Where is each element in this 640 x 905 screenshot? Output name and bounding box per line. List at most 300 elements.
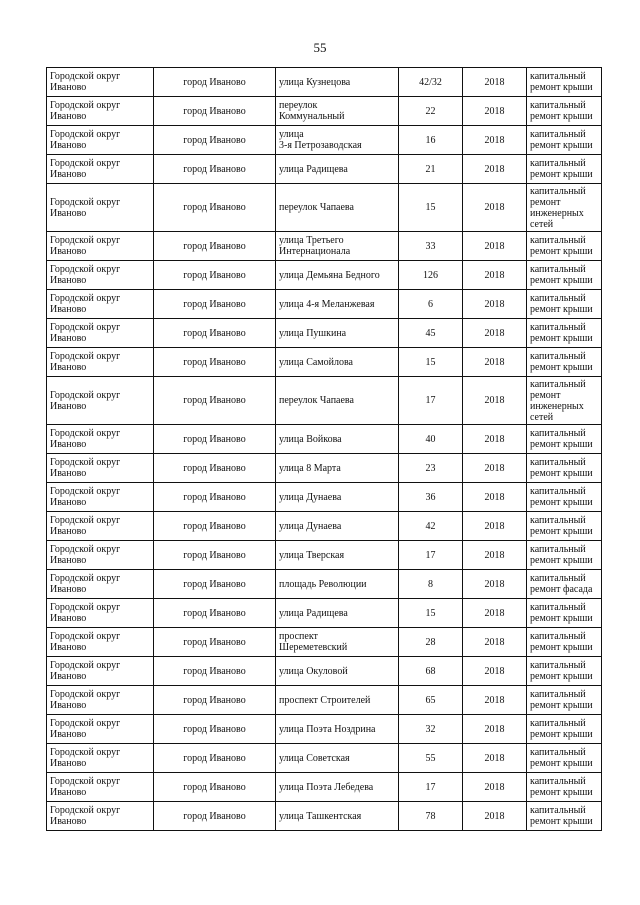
year-cell-text: 2018 — [484, 462, 505, 474]
house-number-cell — [399, 184, 463, 232]
table-row — [47, 570, 602, 599]
street-cell — [276, 290, 399, 319]
street-cell — [276, 715, 399, 744]
house-number-cell-text: 126 — [423, 269, 438, 281]
settlement-cell-text: город Иваново — [183, 491, 246, 503]
repair-schedule-table — [46, 67, 602, 831]
house-number-cell-text: 17 — [425, 549, 436, 561]
house-number-cell — [399, 541, 463, 570]
year-cell — [463, 628, 527, 657]
year-cell — [463, 319, 527, 348]
year-cell-text: 2018 — [484, 694, 505, 706]
work-type-cell-text: капитальный ремонт крыши — [530, 805, 593, 827]
street-cell — [276, 454, 399, 483]
year-cell-text: 2018 — [484, 665, 505, 677]
work-type-cell — [527, 483, 602, 512]
work-type-cell — [527, 541, 602, 570]
work-type-cell-text: капитальный ремонт крыши — [530, 602, 593, 624]
work-type-cell — [527, 377, 602, 425]
year-cell — [463, 541, 527, 570]
street-cell — [276, 425, 399, 454]
district-cell — [47, 290, 154, 319]
settlement-cell-text: город Иваново — [183, 636, 246, 648]
work-type-cell-text: капитальный ремонт крыши — [530, 235, 593, 257]
house-number-cell — [399, 628, 463, 657]
house-number-cell-text: 42 — [425, 520, 436, 532]
settlement-cell-text: город Иваново — [183, 202, 246, 213]
street-cell — [276, 68, 399, 97]
street-cell-text: улица 4-я Меланжевая — [279, 298, 375, 310]
work-type-cell-text: капитальный ремонт крыши — [530, 322, 593, 344]
district-cell — [47, 377, 154, 425]
house-number-cell — [399, 377, 463, 425]
table-row — [47, 686, 602, 715]
house-number-cell — [399, 744, 463, 773]
work-type-cell — [527, 319, 602, 348]
year-cell — [463, 261, 527, 290]
street-cell-text: улица Войкова — [279, 433, 342, 445]
street-cell — [276, 155, 399, 184]
street-cell-text: улица Поэта Ноздрина — [279, 723, 376, 735]
work-type-cell-text: капитальный ремонт крыши — [530, 351, 593, 373]
house-number-cell-text: 23 — [425, 462, 436, 474]
district-cell-text: Городской округ Иваново — [50, 264, 121, 286]
district-cell-text: Городской округ Иваново — [50, 515, 121, 537]
settlement-cell-text: город Иваново — [183, 520, 246, 532]
street-cell-text: улица Советская — [279, 752, 350, 764]
table-row — [47, 319, 602, 348]
house-number-cell — [399, 686, 463, 715]
settlement-cell-text: город Иваново — [183, 752, 246, 764]
settlement-cell — [154, 686, 276, 715]
year-cell-text: 2018 — [484, 549, 505, 561]
year-cell-text: 2018 — [484, 395, 505, 406]
house-number-cell-text: 17 — [425, 395, 436, 406]
year-cell-text: 2018 — [484, 202, 505, 213]
district-cell-text: Городской округ Иваново — [50, 486, 121, 508]
district-cell — [47, 155, 154, 184]
work-type-cell-text: капитальный ремонт крыши — [530, 158, 593, 180]
street-cell-text: улица Ташкентская — [279, 810, 362, 822]
table-row — [47, 773, 602, 802]
district-cell — [47, 348, 154, 377]
district-cell — [47, 802, 154, 831]
house-number-cell-text: 15 — [425, 607, 436, 619]
settlement-cell-text: город Иваново — [183, 163, 246, 175]
house-number-cell-text: 28 — [425, 636, 436, 648]
district-cell-text: Городской округ Иваново — [50, 718, 121, 740]
work-type-cell — [527, 570, 602, 599]
work-type-cell-text: капитальный ремонт крыши — [530, 660, 593, 682]
page-number: 55 — [313, 40, 327, 55]
house-number-cell — [399, 802, 463, 831]
street-cell — [276, 377, 399, 425]
table-row — [47, 744, 602, 773]
street-cell — [276, 126, 399, 155]
street-cell — [276, 773, 399, 802]
house-number-cell — [399, 483, 463, 512]
work-type-cell — [527, 425, 602, 454]
district-cell — [47, 126, 154, 155]
table-row — [47, 232, 602, 261]
house-number-cell-text: 32 — [425, 723, 436, 735]
district-cell — [47, 570, 154, 599]
settlement-cell-text: город Иваново — [183, 578, 246, 590]
settlement-cell-text: город Иваново — [183, 240, 246, 252]
settlement-cell — [154, 541, 276, 570]
year-cell-text: 2018 — [484, 356, 505, 368]
district-cell-text: Городской округ Иваново — [50, 196, 121, 219]
year-cell-text: 2018 — [484, 269, 505, 281]
house-number-cell — [399, 773, 463, 802]
street-cell-text: улица Радищева — [279, 163, 348, 175]
district-cell-text: Городской округ Иваново — [50, 457, 121, 479]
street-cell — [276, 261, 399, 290]
settlement-cell — [154, 715, 276, 744]
settlement-cell — [154, 290, 276, 319]
street-cell-text: улица Третьего Интернационала — [279, 235, 351, 257]
district-cell-text: Городской округ Иваново — [50, 389, 121, 412]
district-cell — [47, 657, 154, 686]
work-type-cell — [527, 599, 602, 628]
work-type-cell-text: капитальный ремонт крыши — [530, 457, 593, 479]
street-cell-text: улица Окуловой — [279, 665, 348, 677]
street-cell-text: улица Кузнецова — [279, 76, 351, 88]
house-number-cell — [399, 425, 463, 454]
district-cell-text: Городской округ Иваново — [50, 129, 121, 151]
house-number-cell — [399, 232, 463, 261]
settlement-cell — [154, 377, 276, 425]
house-number-cell — [399, 126, 463, 155]
settlement-cell-text: город Иваново — [183, 433, 246, 445]
street-cell — [276, 319, 399, 348]
house-number-cell — [399, 570, 463, 599]
house-number-cell-text: 33 — [425, 240, 436, 252]
table-row — [47, 126, 602, 155]
work-type-cell — [527, 657, 602, 686]
year-cell-text: 2018 — [484, 163, 505, 175]
work-type-cell-text: капитальный ремонт крыши — [530, 515, 593, 537]
street-cell — [276, 657, 399, 686]
house-number-cell-text: 17 — [425, 781, 436, 793]
table-row — [47, 541, 602, 570]
district-cell — [47, 425, 154, 454]
street-cell — [276, 97, 399, 126]
work-type-cell-text: капитальный ремонт фасада — [530, 573, 593, 595]
district-cell — [47, 68, 154, 97]
house-number-cell — [399, 348, 463, 377]
year-cell — [463, 184, 527, 232]
district-cell-text: Городской округ Иваново — [50, 71, 121, 93]
street-cell-text: переулок Коммунальный — [279, 100, 345, 122]
settlement-cell-text: город Иваново — [183, 810, 246, 822]
settlement-cell-text: город Иваново — [183, 781, 246, 793]
street-cell — [276, 686, 399, 715]
year-cell-text: 2018 — [484, 240, 505, 252]
district-cell — [47, 261, 154, 290]
house-number-cell-text: 8 — [428, 578, 433, 590]
settlement-cell — [154, 261, 276, 290]
house-number-cell — [399, 290, 463, 319]
work-type-cell — [527, 715, 602, 744]
work-type-cell-text: капитальный ремонт инженерных сетей — [530, 185, 586, 230]
district-cell — [47, 541, 154, 570]
settlement-cell — [154, 68, 276, 97]
year-cell-text: 2018 — [484, 298, 505, 310]
street-cell-text: улица Самойлова — [279, 356, 353, 368]
work-type-cell — [527, 512, 602, 541]
work-type-cell-text: капитальный ремонт крыши — [530, 293, 593, 315]
street-cell-text: улица Демьяна Бедного — [279, 269, 380, 281]
street-cell-text: улица Пушкина — [279, 327, 347, 339]
house-number-cell — [399, 97, 463, 126]
table-body — [47, 68, 602, 831]
table-row — [47, 68, 602, 97]
street-cell-text: улица 3-я Петрозаводская — [279, 129, 362, 151]
settlement-cell-text: город Иваново — [183, 723, 246, 735]
work-type-cell-text: капитальный ремонт крыши — [530, 129, 593, 151]
settlement-cell-text: город Иваново — [183, 607, 246, 619]
settlement-cell — [154, 232, 276, 261]
year-cell — [463, 348, 527, 377]
settlement-cell — [154, 348, 276, 377]
street-cell-text: улица Радищева — [279, 607, 348, 619]
settlement-cell — [154, 599, 276, 628]
year-cell-text: 2018 — [484, 105, 505, 117]
settlement-cell — [154, 802, 276, 831]
house-number-cell-text: 21 — [425, 163, 436, 175]
settlement-cell — [154, 184, 276, 232]
work-type-cell-text: капитальный ремонт крыши — [530, 264, 593, 286]
settlement-cell — [154, 425, 276, 454]
district-cell — [47, 512, 154, 541]
year-cell-text: 2018 — [484, 520, 505, 532]
work-type-cell-text: капитальный ремонт крыши — [530, 631, 593, 653]
district-cell-text: Городской округ Иваново — [50, 322, 121, 344]
house-number-cell-text: 40 — [425, 433, 436, 445]
year-cell — [463, 686, 527, 715]
street-cell-text: улица Тверская — [279, 549, 345, 561]
year-cell-text: 2018 — [484, 636, 505, 648]
street-cell-text: проспект Шереметевский — [279, 631, 348, 653]
district-cell-text: Городской округ Иваново — [50, 689, 121, 711]
year-cell-text: 2018 — [484, 752, 505, 764]
year-cell-text: 2018 — [484, 810, 505, 822]
work-type-cell-text: капитальный ремонт инженерных сетей — [530, 378, 586, 423]
year-cell-text: 2018 — [484, 491, 505, 503]
house-number-cell — [399, 261, 463, 290]
street-cell-text: переулок Чапаева — [279, 395, 354, 406]
house-number-cell — [399, 512, 463, 541]
year-cell — [463, 570, 527, 599]
year-cell — [463, 232, 527, 261]
house-number-cell-text: 6 — [428, 298, 433, 310]
work-type-cell — [527, 184, 602, 232]
district-cell-text: Городской округ Иваново — [50, 158, 121, 180]
settlement-cell — [154, 319, 276, 348]
table-row — [47, 657, 602, 686]
settlement-cell — [154, 126, 276, 155]
work-type-cell — [527, 232, 602, 261]
house-number-cell-text: 45 — [425, 327, 436, 339]
street-cell-text: площадь Революции — [279, 578, 367, 590]
settlement-cell-text: город Иваново — [183, 298, 246, 310]
street-cell — [276, 570, 399, 599]
settlement-cell — [154, 773, 276, 802]
house-number-cell-text: 36 — [425, 491, 436, 503]
year-cell — [463, 483, 527, 512]
street-cell — [276, 599, 399, 628]
table-row — [47, 483, 602, 512]
work-type-cell — [527, 155, 602, 184]
table-row — [47, 348, 602, 377]
street-cell — [276, 744, 399, 773]
table-row — [47, 377, 602, 425]
settlement-cell-text: город Иваново — [183, 105, 246, 117]
year-cell — [463, 68, 527, 97]
district-cell — [47, 454, 154, 483]
work-type-cell — [527, 348, 602, 377]
district-cell-text: Городской округ Иваново — [50, 293, 121, 315]
year-cell — [463, 425, 527, 454]
table-row — [47, 628, 602, 657]
street-cell — [276, 802, 399, 831]
district-cell-text: Городской округ Иваново — [50, 100, 121, 122]
work-type-cell — [527, 68, 602, 97]
district-cell — [47, 744, 154, 773]
district-cell — [47, 319, 154, 348]
work-type-cell-text: капитальный ремонт крыши — [530, 776, 593, 798]
work-type-cell — [527, 126, 602, 155]
year-cell — [463, 744, 527, 773]
year-cell — [463, 512, 527, 541]
table-row — [47, 290, 602, 319]
district-cell — [47, 97, 154, 126]
work-type-cell-text: капитальный ремонт крыши — [530, 747, 593, 769]
work-type-cell — [527, 628, 602, 657]
table-row — [47, 155, 602, 184]
settlement-cell-text: город Иваново — [183, 694, 246, 706]
year-cell-text: 2018 — [484, 327, 505, 339]
year-cell — [463, 454, 527, 483]
settlement-cell — [154, 454, 276, 483]
street-cell — [276, 348, 399, 377]
year-cell — [463, 599, 527, 628]
district-cell-text: Городской округ Иваново — [50, 776, 121, 798]
year-cell-text: 2018 — [484, 134, 505, 146]
year-cell-text: 2018 — [484, 781, 505, 793]
work-type-cell — [527, 97, 602, 126]
year-cell-text: 2018 — [484, 76, 505, 88]
street-cell-text: улица 8 Марта — [279, 462, 341, 474]
district-cell-text: Городской округ Иваново — [50, 602, 121, 624]
settlement-cell-text: город Иваново — [183, 549, 246, 561]
house-number-cell-text: 68 — [425, 665, 436, 677]
house-number-cell — [399, 454, 463, 483]
table-row — [47, 512, 602, 541]
year-cell-text: 2018 — [484, 607, 505, 619]
street-cell-text: улица Дунаева — [279, 520, 342, 532]
house-number-cell — [399, 715, 463, 744]
house-number-cell-text: 42/32 — [419, 76, 442, 88]
settlement-cell-text: город Иваново — [183, 134, 246, 146]
street-cell — [276, 184, 399, 232]
settlement-cell — [154, 744, 276, 773]
district-cell — [47, 599, 154, 628]
district-cell — [47, 773, 154, 802]
year-cell — [463, 377, 527, 425]
table-row — [47, 802, 602, 831]
year-cell — [463, 715, 527, 744]
settlement-cell — [154, 97, 276, 126]
settlement-cell-text: город Иваново — [183, 665, 246, 677]
work-type-cell-text: капитальный ремонт крыши — [530, 486, 593, 508]
settlement-cell-text: город Иваново — [183, 356, 246, 368]
year-cell — [463, 97, 527, 126]
district-cell-text: Городской округ Иваново — [50, 660, 121, 682]
street-cell — [276, 541, 399, 570]
year-cell — [463, 155, 527, 184]
house-number-cell-text: 78 — [425, 810, 436, 822]
settlement-cell — [154, 657, 276, 686]
district-cell-text: Городской округ Иваново — [50, 631, 121, 653]
district-cell-text: Городской округ Иваново — [50, 428, 121, 450]
work-type-cell — [527, 290, 602, 319]
table-row — [47, 599, 602, 628]
work-type-cell-text: капитальный ремонт крыши — [530, 689, 593, 711]
settlement-cell-text: город Иваново — [183, 462, 246, 474]
table-row — [47, 715, 602, 744]
year-cell-text: 2018 — [484, 723, 505, 735]
street-cell — [276, 512, 399, 541]
district-cell — [47, 628, 154, 657]
street-cell-text: улица Поэта Лебедева — [279, 781, 374, 793]
district-cell — [47, 184, 154, 232]
settlement-cell-text: город Иваново — [183, 269, 246, 281]
district-cell-text: Городской округ Иваново — [50, 544, 121, 566]
work-type-cell — [527, 744, 602, 773]
settlement-cell — [154, 483, 276, 512]
work-type-cell-text: капитальный ремонт крыши — [530, 718, 593, 740]
work-type-cell — [527, 802, 602, 831]
district-cell-text: Городской округ Иваново — [50, 747, 121, 769]
street-cell — [276, 628, 399, 657]
street-cell-text: улица Дунаева — [279, 491, 342, 503]
settlement-cell-text: город Иваново — [183, 327, 246, 339]
house-number-cell — [399, 68, 463, 97]
district-cell — [47, 483, 154, 512]
year-cell — [463, 290, 527, 319]
district-cell — [47, 232, 154, 261]
house-number-cell-text: 15 — [425, 202, 436, 213]
work-type-cell — [527, 773, 602, 802]
district-cell-text: Городской округ Иваново — [50, 573, 121, 595]
table-row — [47, 425, 602, 454]
year-cell — [463, 773, 527, 802]
house-number-cell — [399, 599, 463, 628]
work-type-cell — [527, 686, 602, 715]
settlement-cell — [154, 155, 276, 184]
street-cell-text: проспект Строителей — [279, 694, 371, 706]
work-type-cell-text: капитальный ремонт крыши — [530, 71, 593, 93]
house-number-cell — [399, 319, 463, 348]
year-cell-text: 2018 — [484, 433, 505, 445]
street-cell-text: переулок Чапаева — [279, 202, 354, 213]
settlement-cell — [154, 628, 276, 657]
district-cell — [47, 686, 154, 715]
district-cell — [47, 715, 154, 744]
house-number-cell-text: 65 — [425, 694, 436, 706]
